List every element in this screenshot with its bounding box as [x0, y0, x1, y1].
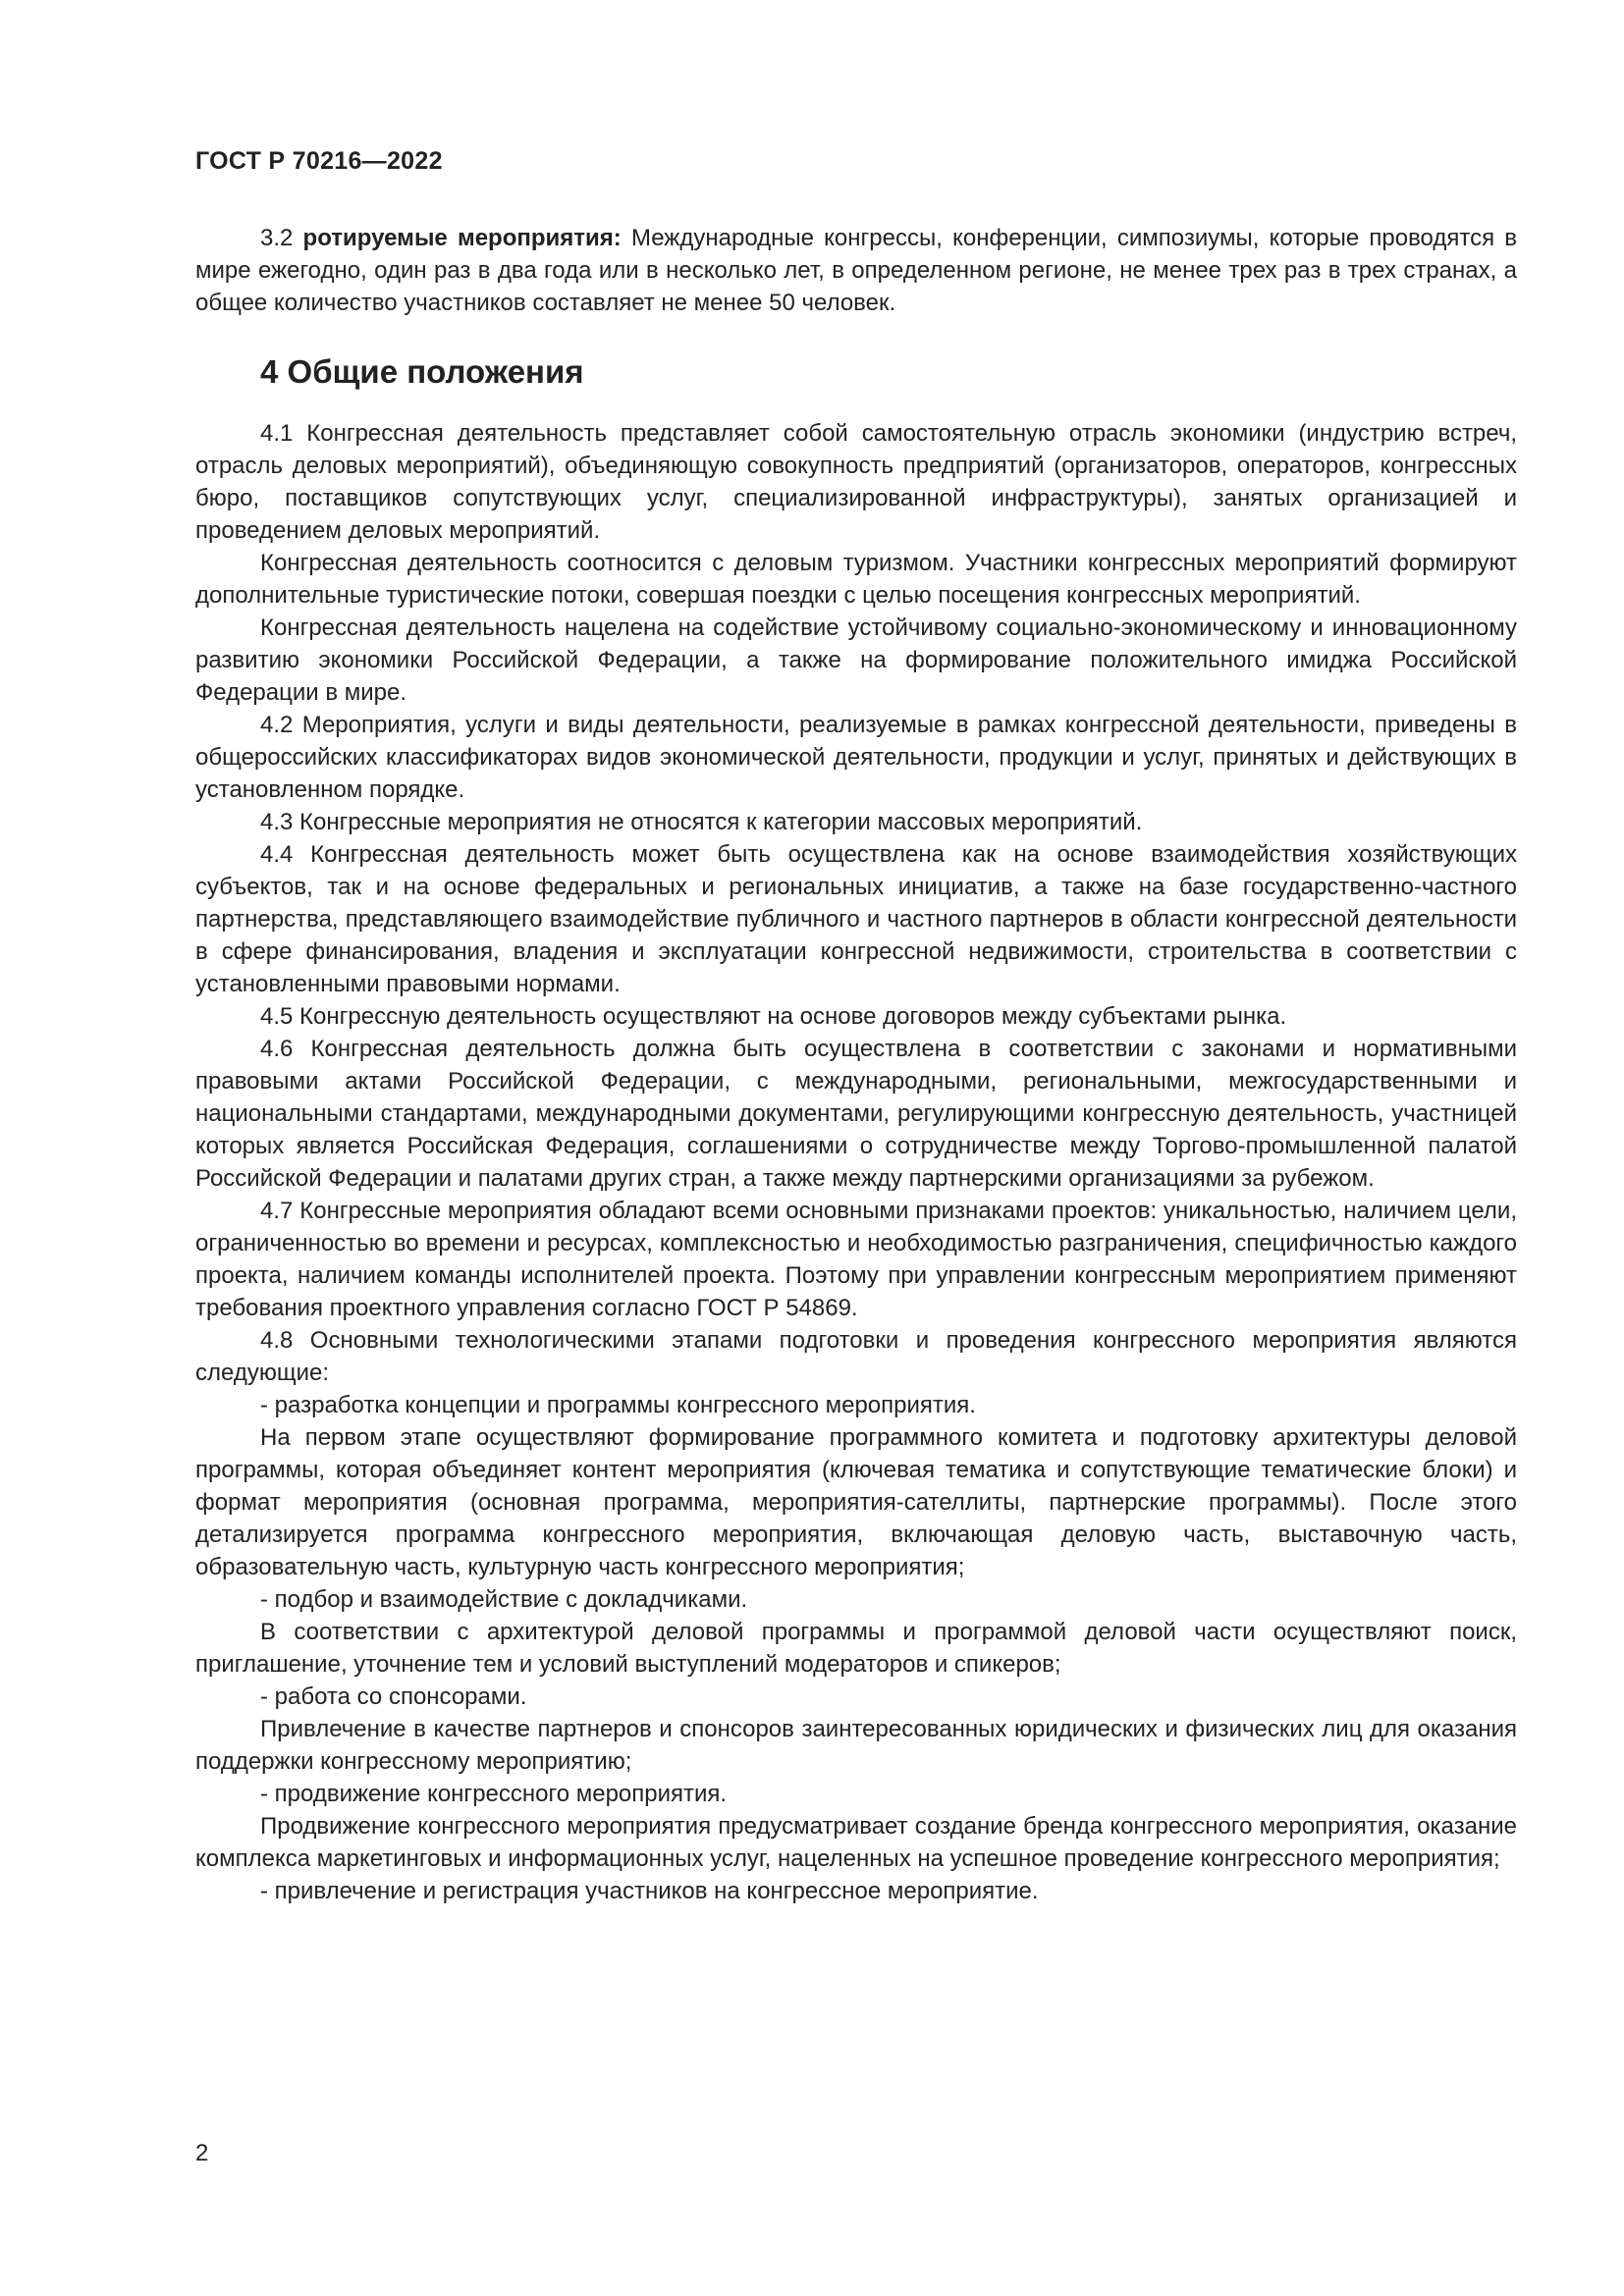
- page-number: 2: [195, 2140, 209, 2166]
- paragraph-first-stage: На первом этапе осуществляют формирование программного комитета и подготовку архитектуры деловой программы, которая объединяет контент мероприятия (ключевая тематика и сопутствующие тематические блоки) и формат мероприятия (основная программа, мероприятия-сателлиты, партнерские программы). После этого детализируется программа конгрессного мероприятия, включающая деловую часть, выставочную часть, образовательную часть, культурную часть конгрессного мероприятия;: [195, 1424, 1517, 1580]
- list-item-concept: - разработка концепции и программы конгрессного мероприятия.: [260, 1392, 976, 1418]
- clause-number: 3.2: [260, 225, 303, 251]
- document-body: [195, 222, 1517, 1907]
- paragraph-4-3: 4.3 Конгрессные мероприятия не относятся к категории массовых мероприятий.: [260, 809, 1143, 835]
- paragraph-4-6: 4.6 Конгрессная деятельность должна быть осуществлена в соответствии с законами и нормативными правовыми актами Российской Федерации, с международными, региональными, межгосударственными и национальными стандартами, международными документами, регулирующими конгрессную деятельность, участницей которых является Российская Федерация, соглашениями о сотрудничестве между Торгово-промышленной палатой Российской Федерации и палатами других стран, а также между партнерскими организациями за рубежом.: [195, 1036, 1517, 1192]
- paragraph-4-1: 4.1 Конгрессная деятельность представляет собой самостоятельную отрасль экономики (индустрию встреч, отрасль деловых мероприятий), объединяющую совокупность предприятий (организаторов, операторов, конгрессных бюро, поставщиков сопутствующих услуг, специализированной инфраструктуры), занятых организацией и проведением деловых мероприятий.: [195, 420, 1517, 544]
- list-item-promotion: - продвижение конгрессного мероприятия.: [260, 1781, 728, 1807]
- paragraph-4-5: 4.5 Конгрессную деятельность осуществляют на основе договоров между субъектами рынка.: [260, 1003, 1287, 1030]
- list-item-sponsors: - работа со спонсорами.: [260, 1683, 527, 1710]
- term-definition: Международные конгрессы, конференции, симпозиумы, которые проводятся в мире ежегодно, один раз в два года или в несколько лет, в определенном регионе, не менее трех раз в трех странах, а общее количество участников составляет не менее 50 человек.: [195, 225, 1518, 316]
- paragraph-development-goal: Конгрессная деятельность нацелена на содействие устойчивому социально-экономическому и инновационному развитию экономики Российской Федерации, а также на формирование положительного имиджа Российской Федерации в мире.: [195, 614, 1517, 706]
- list-item-speakers: - подбор и взаимодействие с докладчиками.: [260, 1586, 748, 1613]
- term-name: ротируемые мероприятия:: [302, 225, 622, 251]
- paragraph-promotion: Продвижение конгрессного мероприятия предусматривает создание бренда конгрессного мероприятия, оказание комплекса маркетинговых и информационных услуг, нацеленных на успешное проведение конгрессного мероприятия;: [195, 1813, 1517, 1872]
- document-header: ГОСТ Р 70216—2022: [195, 147, 443, 175]
- paragraph-4-2: 4.2 Мероприятия, услуги и виды деятельности, реализуемые в рамках конгрессной деятельности, приведены в общероссийских классификаторах видов экономической деятельности, продукции и услуг, принятых и действующих в установленном порядке.: [195, 712, 1517, 803]
- paragraph-sponsors: Привлечение в качестве партнеров и спонсоров заинтересованных юридических и физических лиц для оказания поддержки конгрессному мероприятию;: [195, 1716, 1517, 1775]
- clause-3-2: [195, 222, 1517, 319]
- paragraph-speakers: В соответствии с архитектурой деловой программы и программой деловой части осуществляют поиск, приглашение, уточнение тем и условий выступлений модераторов и спикеров;: [195, 1619, 1517, 1678]
- list-item-registration: - привлечение и регистрация участников на конгрессное мероприятие.: [260, 1878, 1039, 1904]
- paragraph-4-4: 4.4 Конгрессная деятельность может быть осуществлена как на основе взаимодействия хозяйствующих субъектов, так и на основе федеральных и региональных инициатив, а также на базе государственно-частного партнерства, представляющего взаимодействие публичного и частного партнеров в области конгрессной деятельности в сфере финансирования, владения и эксплуатации конгрессной недвижимости, строительства в соответствии с установленными правовыми нормами.: [195, 841, 1517, 997]
- paragraph-4-8: 4.8 Основными технологическими этапами подготовки и проведения конгрессного мероприятия являются следующие:: [195, 1327, 1517, 1386]
- paragraph-business-tourism: Конгрессная деятельность соотносится с деловым туризмом. Участники конгрессных мероприятий формируют дополнительные туристические потоки, совершая поездки с целью посещения конгрессных мероприятий.: [195, 550, 1517, 609]
- section-title: 4 Общие положения: [260, 353, 584, 390]
- paragraph-4-7: 4.7 Конгрессные мероприятия обладают всеми основными признаками проектов: уникальностью, наличием цели, ограниченностью во времени и ресурсах, комплексностью и необходимостью разграничения, специфичностью каждого проекта, наличием команды исполнителей проекта. Поэтому при управлении конгрессным мероприятием применяют требования проектного управления согласно ГОСТ Р 54869.: [195, 1198, 1517, 1321]
